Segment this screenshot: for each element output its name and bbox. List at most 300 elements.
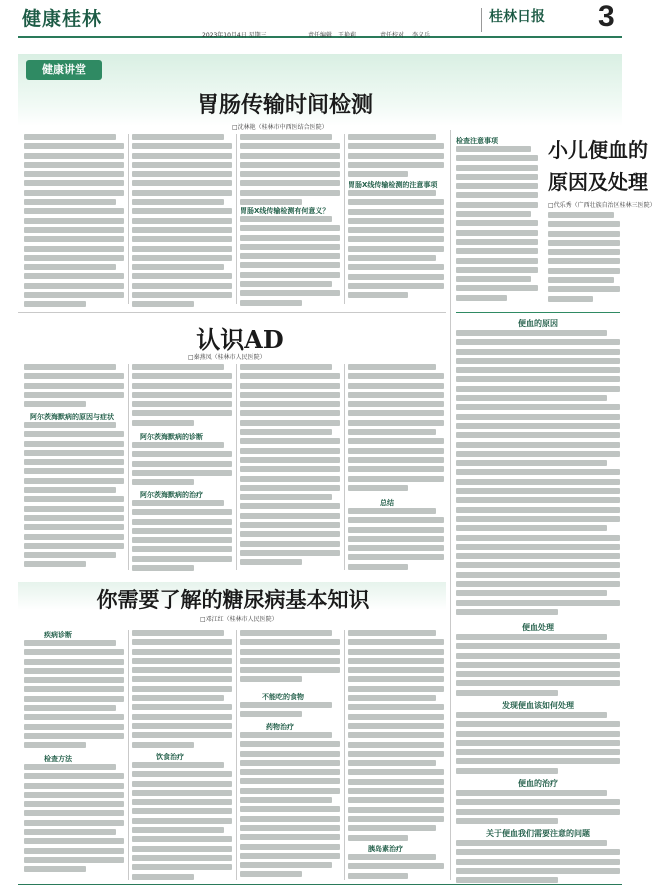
text-line xyxy=(348,835,408,841)
text-line xyxy=(348,448,444,454)
text-line xyxy=(24,866,86,872)
sidebar-article-title-line1: 小儿便血的 xyxy=(548,138,648,162)
text-line xyxy=(24,705,116,711)
text-line xyxy=(132,227,232,233)
text-line xyxy=(132,246,232,252)
text-line xyxy=(456,731,620,737)
column-divider xyxy=(236,630,237,880)
text-line xyxy=(348,401,444,407)
text-line xyxy=(132,762,224,768)
text-line xyxy=(456,535,620,541)
text-line xyxy=(24,208,124,214)
article-text xyxy=(24,640,124,750)
text-line xyxy=(132,799,232,805)
text-line xyxy=(240,143,340,149)
text-line xyxy=(348,564,408,570)
text-line xyxy=(456,451,620,457)
text-line xyxy=(132,686,232,692)
text-line xyxy=(132,383,232,389)
text-line xyxy=(132,500,224,506)
text-line xyxy=(240,559,302,565)
text-line xyxy=(132,153,232,159)
text-line xyxy=(240,225,340,231)
article-text xyxy=(240,364,340,570)
article-title: 你需要了解的糖尿病基本知识 xyxy=(96,587,370,612)
text-line xyxy=(456,258,538,264)
text-line xyxy=(240,373,340,379)
text-line xyxy=(24,496,124,502)
text-line xyxy=(240,364,332,370)
reviewer-name: 李义兵 xyxy=(412,32,431,39)
text-line xyxy=(24,283,124,289)
text-line xyxy=(24,392,124,398)
text-line xyxy=(456,285,538,291)
text-line xyxy=(348,797,444,803)
paper-name: 桂林日报 xyxy=(489,9,545,25)
text-line xyxy=(132,208,232,214)
article-byline: □秦燕凤（桂林市人民医院） xyxy=(188,354,266,361)
text-line xyxy=(132,676,232,682)
text-line xyxy=(348,723,444,729)
column-divider xyxy=(128,630,129,880)
text-line xyxy=(132,470,232,476)
text-line xyxy=(456,562,620,568)
text-line xyxy=(240,778,340,784)
text-line xyxy=(132,236,232,242)
text-line xyxy=(240,199,302,205)
text-line xyxy=(456,818,558,824)
column-divider xyxy=(344,630,345,880)
text-line xyxy=(456,460,607,466)
text-line xyxy=(132,292,232,298)
text-line xyxy=(348,751,444,757)
text-line xyxy=(456,367,620,373)
text-line xyxy=(240,797,332,803)
text-line xyxy=(24,383,124,389)
article-subhead: 不能吃的食物 xyxy=(262,693,304,701)
text-line xyxy=(348,545,444,551)
text-line xyxy=(456,423,620,429)
text-line xyxy=(240,816,340,822)
text-line xyxy=(348,527,444,533)
text-line xyxy=(348,807,444,813)
text-line xyxy=(240,522,340,528)
text-line xyxy=(348,779,444,785)
text-line xyxy=(456,146,531,152)
text-line xyxy=(348,816,444,822)
text-line xyxy=(24,478,124,484)
text-line xyxy=(548,286,620,292)
text-line xyxy=(348,190,436,196)
text-line xyxy=(456,662,620,668)
text-line xyxy=(240,788,340,794)
text-line xyxy=(456,849,620,855)
text-line xyxy=(24,820,124,826)
text-line xyxy=(456,859,620,865)
article-subhead: 总结 xyxy=(380,499,394,507)
article-text xyxy=(132,500,232,570)
text-line xyxy=(456,799,620,805)
text-line xyxy=(456,202,538,208)
text-line xyxy=(24,236,124,242)
text-line xyxy=(24,441,124,447)
text-line xyxy=(132,565,194,571)
text-line xyxy=(456,507,620,513)
article-text xyxy=(240,732,340,880)
article-text xyxy=(240,702,340,718)
article-subhead: 便血的原因 xyxy=(518,319,558,328)
text-line xyxy=(132,695,224,701)
text-line xyxy=(240,541,340,547)
text-line xyxy=(24,171,124,177)
text-line xyxy=(132,301,194,307)
article-subhead: 胃肠X线传输检测的注意事项 xyxy=(348,181,438,189)
text-line xyxy=(240,853,340,859)
text-line xyxy=(24,773,124,779)
text-line xyxy=(132,519,232,525)
text-line xyxy=(348,863,444,869)
text-line xyxy=(24,301,86,307)
text-line xyxy=(548,221,620,227)
text-line xyxy=(348,292,408,298)
text-line xyxy=(240,153,340,159)
text-line xyxy=(548,212,614,218)
text-line xyxy=(240,658,340,664)
text-line xyxy=(24,422,116,428)
text-line xyxy=(24,783,124,789)
article-text xyxy=(132,630,232,748)
text-line xyxy=(348,742,444,748)
text-line xyxy=(132,556,232,562)
text-line xyxy=(348,508,436,514)
text-line xyxy=(456,572,620,578)
text-line xyxy=(132,723,232,729)
text-line xyxy=(240,466,340,472)
masthead-divider xyxy=(481,8,482,32)
text-line xyxy=(456,174,538,180)
text-line xyxy=(240,630,332,636)
text-line xyxy=(348,658,444,664)
text-line xyxy=(240,769,340,775)
editor-label: 责任编辑 xyxy=(308,32,333,39)
text-line xyxy=(240,429,332,435)
text-line xyxy=(456,749,620,755)
article-text xyxy=(456,712,620,774)
text-line xyxy=(456,339,620,345)
article-byline: □沈林艳（桂林市中西医结合医院） xyxy=(232,124,328,131)
text-line xyxy=(24,246,124,252)
text-line xyxy=(348,373,444,379)
text-line xyxy=(348,732,444,738)
section-rule xyxy=(456,312,620,313)
article-byline: □邓江红（桂林市人民医院） xyxy=(200,616,278,623)
article-subhead: 阿尔茨海默病的治疗 xyxy=(140,491,203,499)
text-line xyxy=(456,497,620,503)
text-line xyxy=(24,255,124,261)
text-line xyxy=(348,236,444,242)
text-line xyxy=(132,732,232,738)
text-line xyxy=(456,192,538,198)
text-line xyxy=(348,825,436,831)
text-line xyxy=(240,162,340,168)
text-line xyxy=(456,395,607,401)
text-line xyxy=(348,410,444,416)
text-line xyxy=(348,199,444,205)
text-line xyxy=(456,155,538,161)
text-line xyxy=(548,240,620,246)
text-line xyxy=(348,283,444,289)
text-line xyxy=(240,741,340,747)
text-line xyxy=(132,864,232,870)
article-text xyxy=(456,790,620,824)
text-line xyxy=(240,401,340,407)
article-subhead: 阿尔茨海默病的诊断 xyxy=(140,433,203,441)
article-subhead: 便血的治疗 xyxy=(518,779,558,788)
sidebar-article-title-line2: 原因及处理 xyxy=(548,170,648,194)
article-subhead: 关于便血我们需要注意的问题 xyxy=(486,829,590,838)
text-line xyxy=(456,442,620,448)
text-line xyxy=(348,457,444,463)
article-text xyxy=(456,840,620,884)
text-line xyxy=(240,383,340,389)
article-text xyxy=(348,190,444,304)
text-line xyxy=(456,581,620,587)
text-line xyxy=(456,165,538,171)
text-line xyxy=(24,199,116,205)
text-line xyxy=(24,180,124,186)
text-line xyxy=(24,264,116,270)
text-line xyxy=(24,552,116,558)
text-line xyxy=(132,218,232,224)
text-line xyxy=(456,276,531,282)
text-line xyxy=(24,459,124,465)
text-line xyxy=(456,330,607,336)
text-line xyxy=(348,364,436,370)
text-line xyxy=(24,649,124,655)
text-line xyxy=(548,277,614,283)
text-line xyxy=(24,659,124,665)
article-subhead: 饮食治疗 xyxy=(156,753,184,761)
article-text xyxy=(240,630,340,688)
text-line xyxy=(456,248,538,254)
text-line xyxy=(348,536,444,542)
article-title: 胃肠传输时间检测 xyxy=(196,92,373,118)
text-line xyxy=(348,438,444,444)
text-line xyxy=(132,827,224,833)
text-line xyxy=(240,550,340,556)
text-line xyxy=(456,553,620,559)
text-line xyxy=(24,401,86,407)
text-line xyxy=(348,420,444,426)
text-line xyxy=(24,515,124,521)
text-line xyxy=(24,468,124,474)
column-divider xyxy=(344,134,345,304)
text-line xyxy=(456,634,607,640)
text-line xyxy=(240,253,340,259)
article-text xyxy=(24,134,124,304)
text-line xyxy=(240,281,332,287)
text-line xyxy=(240,676,302,682)
article-text xyxy=(348,134,444,178)
article-text xyxy=(348,508,444,570)
text-line xyxy=(24,714,124,720)
text-line xyxy=(240,272,340,278)
text-line xyxy=(456,758,620,764)
text-line xyxy=(132,199,224,205)
text-line xyxy=(348,630,436,636)
column-divider xyxy=(236,134,237,304)
article-text xyxy=(240,216,340,304)
text-line xyxy=(24,190,124,196)
text-line xyxy=(240,825,340,831)
text-line xyxy=(456,432,620,438)
text-line xyxy=(240,751,340,757)
issue-date: 2023年10月4日 星期三 xyxy=(202,32,267,39)
text-line xyxy=(240,244,340,250)
text-line xyxy=(348,227,444,233)
text-line xyxy=(348,246,444,252)
article-text xyxy=(24,422,124,570)
text-line xyxy=(240,702,332,708)
text-line xyxy=(456,469,620,475)
text-line xyxy=(456,680,620,686)
text-line xyxy=(24,273,124,279)
text-line xyxy=(456,404,620,410)
text-line xyxy=(132,364,224,370)
article-text xyxy=(24,764,124,880)
text-line xyxy=(132,273,232,279)
text-line xyxy=(456,643,620,649)
text-line xyxy=(456,230,538,236)
text-line xyxy=(456,609,558,615)
text-line xyxy=(24,431,124,437)
text-line xyxy=(132,442,224,448)
text-line xyxy=(240,457,340,463)
article-text xyxy=(132,762,232,880)
text-line xyxy=(24,742,86,748)
article-text xyxy=(132,364,232,428)
text-line xyxy=(240,494,332,500)
text-line xyxy=(132,781,232,787)
column-divider xyxy=(128,364,129,570)
text-line xyxy=(24,792,124,798)
text-line xyxy=(132,171,232,177)
text-line xyxy=(132,162,232,168)
text-line xyxy=(132,874,194,880)
text-line xyxy=(240,290,340,296)
text-line xyxy=(240,448,340,454)
text-line xyxy=(240,300,302,306)
text-line xyxy=(240,171,340,177)
text-line xyxy=(456,712,607,718)
text-line xyxy=(456,590,607,596)
text-line xyxy=(348,686,444,692)
text-line xyxy=(24,134,116,140)
text-line xyxy=(132,808,232,814)
text-line xyxy=(132,667,232,673)
text-line xyxy=(240,667,340,673)
text-line xyxy=(24,534,124,540)
text-line xyxy=(132,836,232,842)
text-line xyxy=(24,829,116,835)
text-line xyxy=(348,485,408,491)
text-line xyxy=(348,788,444,794)
article-text xyxy=(132,134,232,304)
text-line xyxy=(348,209,444,215)
text-line xyxy=(24,810,124,816)
text-line xyxy=(132,283,232,289)
text-line xyxy=(456,740,620,746)
masthead xyxy=(0,0,640,40)
text-line xyxy=(348,171,408,177)
text-line xyxy=(240,190,340,196)
text-line xyxy=(348,714,444,720)
editor-name: 王艳莉 xyxy=(338,32,357,39)
text-line xyxy=(348,218,444,224)
text-line xyxy=(240,531,340,537)
text-line xyxy=(24,373,124,379)
text-line xyxy=(24,218,124,224)
text-line xyxy=(240,806,340,812)
text-line xyxy=(132,143,232,149)
text-line xyxy=(240,485,340,491)
text-line xyxy=(240,503,340,509)
text-line xyxy=(132,479,194,485)
text-line xyxy=(240,476,340,482)
text-line xyxy=(132,855,232,861)
text-line xyxy=(348,649,444,655)
text-line xyxy=(132,818,232,824)
text-line xyxy=(24,764,116,770)
text-line xyxy=(24,733,124,739)
text-line xyxy=(456,768,558,774)
text-line xyxy=(24,686,124,692)
text-line xyxy=(132,528,232,534)
text-line xyxy=(456,376,620,382)
article-text xyxy=(456,146,538,304)
text-line xyxy=(240,844,340,850)
text-line xyxy=(24,801,124,807)
text-line xyxy=(24,543,124,549)
text-line xyxy=(456,600,620,606)
text-line xyxy=(132,264,224,270)
text-line xyxy=(456,840,607,846)
text-line xyxy=(240,862,332,868)
text-line xyxy=(240,180,340,186)
article-subhead: 便血处理 xyxy=(522,623,554,632)
column-divider xyxy=(344,364,345,570)
article-byline: □代乐秀（广西壮族自治区桂林三医院） xyxy=(548,202,656,209)
text-line xyxy=(24,677,124,683)
text-line xyxy=(240,235,340,241)
text-line xyxy=(348,639,444,645)
text-line xyxy=(240,134,332,140)
text-line xyxy=(348,383,444,389)
text-line xyxy=(240,760,340,766)
text-line xyxy=(456,488,620,494)
article-subhead: 检查注意事项 xyxy=(456,137,498,145)
text-line xyxy=(132,180,232,186)
text-line xyxy=(132,704,232,710)
text-line xyxy=(548,249,620,255)
article-subhead: 发现便血该如何处理 xyxy=(502,701,574,710)
text-line xyxy=(240,438,340,444)
text-line xyxy=(240,216,332,222)
article-text xyxy=(348,364,444,494)
text-line xyxy=(548,268,620,274)
text-line xyxy=(348,392,444,398)
text-line xyxy=(24,162,124,168)
